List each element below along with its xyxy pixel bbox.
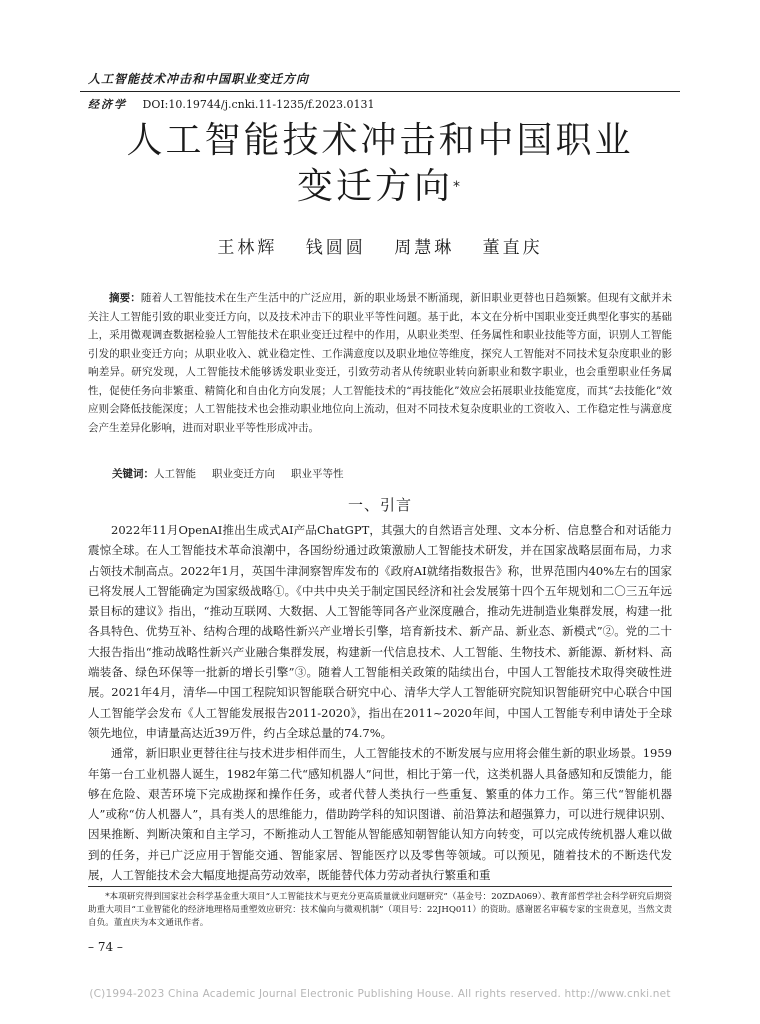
- keyword: 职业平等性: [291, 468, 344, 480]
- journal-name: 经济学: [88, 98, 127, 111]
- keywords: [112, 466, 360, 481]
- title-line-2: [80, 164, 680, 210]
- abstract-label: 摘要：: [109, 292, 141, 304]
- author-list: [80, 233, 680, 258]
- abstract: [88, 289, 672, 437]
- running-head: 人工智能技术冲击和中国职业变迁方向: [88, 72, 310, 86]
- author: 王林辉: [217, 238, 278, 258]
- keyword: 人工智能: [154, 468, 196, 480]
- doi: DOI:10.19744/j.cnki.11-1235/f.2023.0131: [142, 98, 375, 111]
- author: 钱圆圆: [305, 238, 366, 258]
- footnote-rule: [88, 886, 672, 887]
- header-rule: [80, 91, 680, 92]
- title-footnote-mark: *: [453, 179, 463, 195]
- section-heading: 一、引言: [347, 496, 412, 514]
- page-number: – 74 –: [88, 940, 123, 954]
- author: 周慧琳: [394, 238, 455, 258]
- keyword: 职业变迁方向: [212, 468, 275, 480]
- copyright-watermark: (C)1994-2023 China Academic Journal Electronic Publishing House. All rights reserved. http://www.cnki.net: [89, 988, 671, 1000]
- author: 董直庆: [482, 238, 543, 258]
- title-line-2-text: 变迁方向: [296, 166, 453, 207]
- funding-footnote: *本项研究得到国家社会科学基金重大项目“人工智能技术与更充分更高质量就业问题研究”（基金号：20ZDA069）、教育部哲学社会科学研究后期资助重大项目“工业智能化的经济地理格局重塑效应研究：技术偏向与微观机制”（项目号：22JHQ011）的资助。感谢匿名审稿专家的宝贵意见，当然文责自负。董直庆为本文通讯作者。: [88, 892, 672, 928]
- body-text: [88, 520, 672, 885]
- paragraph: 2022年11月OpenAI推出生成式AI产品ChatGPT，其强大的自然语言处理、文本分析、信息整合和对话能力震惊全球。在人工智能技术革命浪潮中，各国纷纷通过政策激励人工智能技术研发，并在国家战略层面布局，力求占领技术制高点。2022年1月，英国牛津洞察智库发布的《政府AI就绪指数报告》称，世界范围内40%左右的国家已将发展人工智能确定为国家级战略①。《中共中央关于制定国民经济和社会发展第十四个五年规划和二〇三五年远景目标的建议》指出，“推动互联网、大数据、人工智能等同各产业深度融合，推动先进制造业集群发展，构建一批各具特色、优势互补、结构合理的战略性新兴产业增长引擎，培育新技术、新产品、新业态、新模式”②。党的二十大报告指出“推动战略性新兴产业融合集群发展，构建新一代信息技术、人工智能、生物技术、新能源、新材料、高端装备、绿色环保等一批新的增长引擎”③。随着人工智能相关政策的陆续出台，中国人工智能技术取得突破性进展。2021年4月，清华—中国工程院知识智能联合研究中心、清华大学人工智能研究院知识智能研究中心联合中国人工智能学会发布《人工智能发展报告2011-2020》，指出在2011~2020年间，中国人工智能专利申请处于全球领先地位，申请量高达近39万件，约占全球总量的74.7%。: [88, 523, 672, 740]
- keywords-label: 关键词：: [112, 468, 154, 480]
- journal-line: [88, 96, 375, 112]
- title-line-1: 人工智能技术冲击和中国职业: [126, 120, 634, 161]
- paper-title: [80, 118, 680, 210]
- paragraph: 通常，新旧职业更替往往与技术进步相伴而生，人工智能技术的不断发展与应用将会催生新的职业场景。1959年第一台工业机器人诞生，1982年第二代“感知机器人”问世，相比于第一代，这类机器人具备感知和反馈能力，能够在危险、艰苦环境下完成勘探和操作任务，或者代替人类执行一些重复、繁重的体力工作。第三代“智能机器人”或称“仿人机器人”，具有类人的思维能力，借助跨学科的知识图谱、前沿算法和超强算力，可以进行规律识别、因果推断、判断决策和自主学习，不断推动人工智能从智能感知朝智能认知方向转变，可以完成传统机器人难以做到的任务，并已广泛应用于智能交通、智能家居、智能医疗以及零售等领域。可以预见，随着技术的不断迭代发展，人工智能技术会大幅度地提高劳动效率，既能替代体力劳动者执行繁重和重: [88, 746, 672, 883]
- abstract-text: 随着人工智能技术在生产生活中的广泛应用，新的职业场景不断涌现，新旧职业更替也日趋频繁。但现有文献并未关注人工智能引致的职业变迁方向，以及技术冲击下的职业平等性问题。基于此，本文在分析中国职业变迁典型化事实的基础上，采用微观调查数据检验人工智能技术在职业变迁过程中的作用，从职业类型、任务属性和职业技能等方面，识别人工智能引发的职业变迁方向；从职业收入、就业稳定性、工作满意度以及职业地位等维度，探究人工智能对不同技术复杂度职业的影响差异。研究发现，人工智能技术能够诱发职业变迁，引致劳动者从传统职业转向新职业和数字职业，也会重塑职业任务属性，促使任务向非繁重、精简化和自由化方向发展；人工智能技术的“再技能化”效应会拓展职业技能宽度，而其“去技能化”效应则会降低技能深度；人工智能技术也会推动职业地位向上流动，但对不同技术复杂度职业的工资收入、工作稳定性与满意度会产生差异化影响，进而对职业平等性形成冲击。: [88, 292, 672, 434]
